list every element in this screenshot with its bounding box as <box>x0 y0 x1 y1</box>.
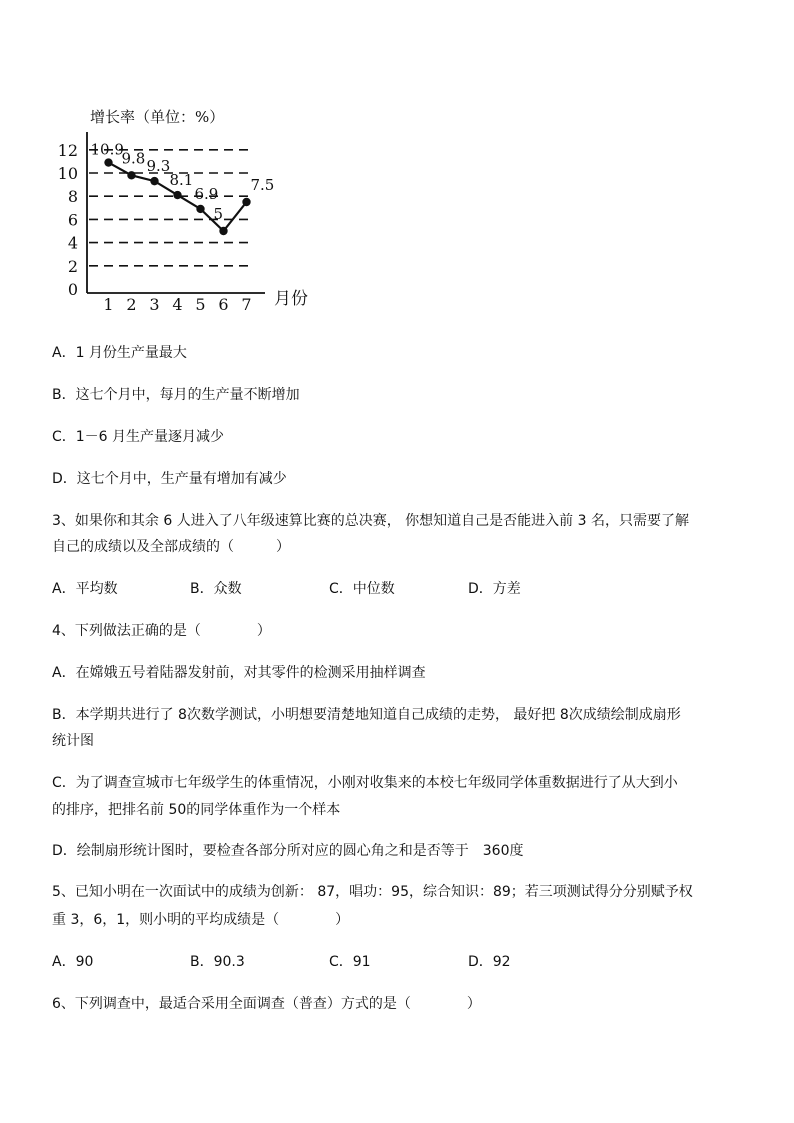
x-tick-3: 3 <box>149 295 160 314</box>
q2-option-b[interactable]: B．这七个月中，每月的生产量不断增加 <box>52 387 300 403</box>
y-tick-10: 10 <box>57 164 78 183</box>
q5-option-a[interactable]: A．90 <box>52 954 94 970</box>
q5-option-b[interactable]: B．90.3 <box>190 954 245 970</box>
q2-option-c[interactable]: C．1－6 月生产量逐月减少 <box>52 429 225 445</box>
x-tick-7: 7 <box>241 295 252 314</box>
y-tick-0: 0 <box>67 280 78 299</box>
x-tick-5: 5 <box>195 295 206 314</box>
q3-option-c[interactable]: C．中位数 <box>329 581 395 597</box>
y-tick-8: 8 <box>67 187 78 207</box>
q5-stem-line2: 重 3，6，1，则小明的平均成绩是（ ） <box>52 912 350 928</box>
y-tick-12: 12 <box>57 140 78 160</box>
y-tick-2: 2 <box>67 256 78 276</box>
data-point-2 <box>127 171 135 179</box>
q4-option-d[interactable]: D．绘制扇形统计图时，要检查各部分所对应的圆心角之和是否等于 360度 <box>52 843 524 859</box>
q4-stem: 4、下列做法正确的是（ ） <box>52 623 271 639</box>
q4-option-c-line1[interactable]: C．为了调查宣城市七年级学生的体重情况，小刚对收集来的本校七年级同学体重数据进行了从大到小 <box>52 775 678 791</box>
x-tick-2: 2 <box>126 295 137 314</box>
chart-ylabel: 增长率（单位：%） <box>90 108 225 126</box>
data-point-6 <box>219 227 227 235</box>
q2-option-a[interactable]: A．1 月份生产量最大 <box>52 345 187 361</box>
y-tick-4: 4 <box>67 233 78 253</box>
data-point-3 <box>150 177 158 185</box>
x-tick-1: 1 <box>103 295 114 314</box>
chart-point-labels <box>91 141 275 223</box>
x-tick-4: 4 <box>172 295 183 314</box>
point-label-1: 10.9 <box>90 140 124 159</box>
chart-x-ticks <box>103 295 251 314</box>
q3-option-d[interactable]: D．方差 <box>468 581 521 597</box>
growth-rate-line-chart <box>57 100 330 320</box>
q3-stem-line1: 3、如果你和其余 6 人进入了八年级速算比赛的总决赛， 你想知道自己是否能进入前 3 名，只需要了解 <box>52 513 689 529</box>
q5-option-c[interactable]: C．91 <box>329 954 371 970</box>
data-point-1 <box>104 158 112 166</box>
point-label-6: 5 <box>213 205 224 223</box>
data-point-5 <box>196 205 204 213</box>
q4-option-a[interactable]: A．在嫦娥五号着陆器发射前，对其零件的检测采用抽样调查 <box>52 665 426 681</box>
point-label-7: 7.5 <box>250 176 275 194</box>
data-point-7 <box>242 198 250 206</box>
q2-option-d[interactable]: D．这七个月中，生产量有增加有减少 <box>52 471 287 487</box>
y-tick-6: 6 <box>67 210 78 230</box>
q3-option-b[interactable]: B．众数 <box>190 581 242 597</box>
chart-xlabel: 月份 <box>274 289 308 309</box>
q4-option-c-line2[interactable]: 的排序，把排名前 50的同学体重作为一个样本 <box>52 802 341 818</box>
point-label-2: 9.8 <box>121 149 146 168</box>
q3-stem-line2: 自己的成绩以及全部成绩的（ ） <box>52 539 290 555</box>
x-tick-6: 6 <box>218 295 229 314</box>
point-label-4: 8.1 <box>169 171 194 190</box>
q3-option-a[interactable]: A．平均数 <box>52 581 118 597</box>
q4-option-b-line2[interactable]: 统计图 <box>52 733 94 749</box>
point-label-5: 6.9 <box>194 184 219 203</box>
q5-stem-line1: 5、已知小明在一次面试中的成绩为创新： 87，唱功：95，综合知识：89；若三项测试得分分别赋予权 <box>52 884 693 900</box>
point-label-3: 9.3 <box>146 157 171 176</box>
q4-option-b-line1[interactable]: B．本学期共进行了 8次数学测试，小明想要清楚地知道自己成绩的走势， 最好把 8次成绩绘制成扇形 <box>52 707 681 723</box>
data-point-4 <box>173 191 181 199</box>
q6-stem: 6、下列调查中，最适合采用全面调查（普查）方式的是（ ） <box>52 996 481 1012</box>
q5-option-d[interactable]: D．92 <box>468 954 511 970</box>
chart-y-ticks <box>58 141 78 299</box>
